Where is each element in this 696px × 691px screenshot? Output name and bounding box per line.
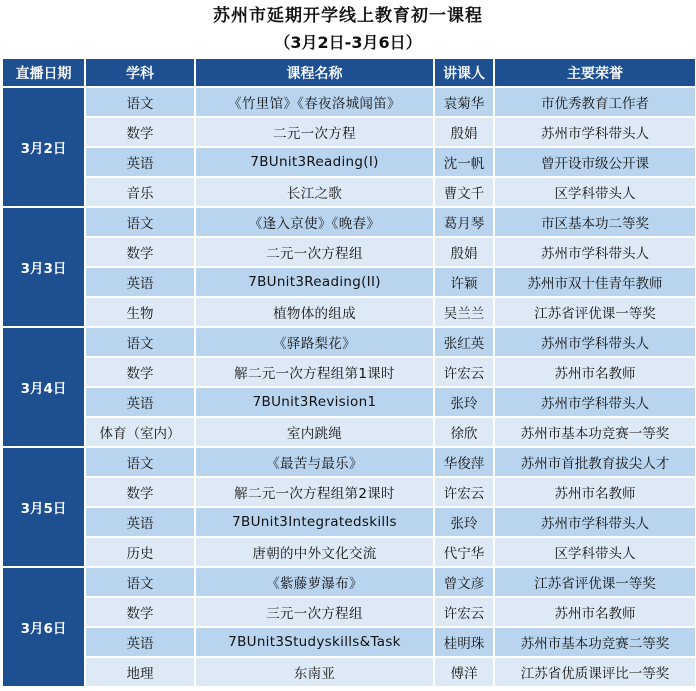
table-row xyxy=(2,567,696,597)
teacher-cell: 许颖 xyxy=(434,267,494,297)
page-subtitle: （3月2日-3月6日） xyxy=(274,33,422,52)
subject-cell: 数学 xyxy=(85,117,195,147)
course-cell: 《竹里馆》《春夜洛城闻笛》 xyxy=(195,87,434,117)
table-row xyxy=(2,657,696,687)
table-row xyxy=(2,417,696,447)
page-title: 苏州市延期开学线上教育初一课程 xyxy=(213,6,483,26)
course-cell: 7BUnit3Revision1 xyxy=(195,387,434,417)
subject-cell: 数学 xyxy=(85,357,195,387)
honor-cell: 苏州市首批教育拔尖人才 xyxy=(494,447,696,477)
schedule-body xyxy=(2,87,696,687)
subject-cell: 数学 xyxy=(85,237,195,267)
teacher-cell: 张玲 xyxy=(434,507,494,537)
subject-cell: 语文 xyxy=(85,327,195,357)
course-cell: 《驿路梨花》 xyxy=(195,327,434,357)
honor-cell: 苏州市学科带头人 xyxy=(494,387,696,417)
honor-cell: 江苏省评优课一等奖 xyxy=(494,297,696,327)
subject-cell: 英语 xyxy=(85,507,195,537)
honor-cell: 苏州市学科带头人 xyxy=(494,117,696,147)
course-cell: 三元一次方程组 xyxy=(195,597,434,627)
table-row xyxy=(2,387,696,417)
honor-cell: 苏州市双十佳青年教师 xyxy=(494,267,696,297)
subject-cell: 数学 xyxy=(85,597,195,627)
honor-cell: 江苏省优质课评比一等奖 xyxy=(494,657,696,687)
table-row xyxy=(2,477,696,507)
teacher-cell: 许宏云 xyxy=(434,477,494,507)
teacher-cell: 桂明珠 xyxy=(434,627,494,657)
teacher-cell: 殷娟 xyxy=(434,237,494,267)
course-cell: 7BUnit3Integratedskills xyxy=(195,507,434,537)
subject-cell: 生物 xyxy=(85,297,195,327)
table-row xyxy=(2,267,696,297)
teacher-cell: 曹文千 xyxy=(434,177,494,207)
table-row xyxy=(2,447,696,477)
teacher-cell: 殷娟 xyxy=(434,117,494,147)
table-row xyxy=(2,87,696,117)
header-date: 直播日期 xyxy=(2,58,85,87)
course-cell: 室内跳绳 xyxy=(195,417,434,447)
course-cell: 唐朝的中外文化交流 xyxy=(195,537,434,567)
header-honor: 主要荣誉 xyxy=(494,58,696,87)
honor-cell: 苏州市基本功竞赛一等奖 xyxy=(494,417,696,447)
table-row xyxy=(2,147,696,177)
course-cell: 解二元一次方程组第1课时 xyxy=(195,357,434,387)
course-cell: 东南亚 xyxy=(195,657,434,687)
subject-cell: 英语 xyxy=(85,147,195,177)
course-cell: 解二元一次方程组第2课时 xyxy=(195,477,434,507)
course-cell: 7BUnit3Reading(I) xyxy=(195,147,434,177)
teacher-cell: 袁菊华 xyxy=(434,87,494,117)
honor-cell: 江苏省评优课一等奖 xyxy=(494,567,696,597)
honor-cell: 苏州市基本功竞赛二等奖 xyxy=(494,627,696,657)
table-row xyxy=(2,207,696,237)
honor-cell: 区学科带头人 xyxy=(494,537,696,567)
honor-cell: 苏州市学科带头人 xyxy=(494,237,696,267)
subject-cell: 历史 xyxy=(85,537,195,567)
schedule-table xyxy=(1,57,696,688)
course-cell: 7BUnit3Reading(II) xyxy=(195,267,434,297)
table-row xyxy=(2,597,696,627)
table-row xyxy=(2,537,696,567)
subject-cell: 语文 xyxy=(85,87,195,117)
honor-cell: 市区基本功二等奖 xyxy=(494,207,696,237)
teacher-cell: 傅洋 xyxy=(434,657,494,687)
date-cell: 3月4日 xyxy=(2,327,85,447)
teacher-cell: 许宏云 xyxy=(434,597,494,627)
honor-cell: 苏州市名教师 xyxy=(494,357,696,387)
course-cell: 植物体的组成 xyxy=(195,297,434,327)
date-cell: 3月6日 xyxy=(2,567,85,687)
table-row xyxy=(2,507,696,537)
subject-cell: 数学 xyxy=(85,477,195,507)
table-row xyxy=(2,117,696,147)
table-row xyxy=(2,297,696,327)
header-teacher: 讲课人 xyxy=(434,58,494,87)
subject-cell: 语文 xyxy=(85,207,195,237)
subject-cell: 英语 xyxy=(85,387,195,417)
honor-cell: 苏州市名教师 xyxy=(494,597,696,627)
header-course: 课程名称 xyxy=(195,58,434,87)
course-cell: 《最苦与最乐》 xyxy=(195,447,434,477)
course-cell: 《逢入京使》《晚春》 xyxy=(195,207,434,237)
teacher-cell: 徐欣 xyxy=(434,417,494,447)
table-row xyxy=(2,627,696,657)
course-cell: 二元一次方程组 xyxy=(195,237,434,267)
course-cell: 7BUnit3Studyskills&Task xyxy=(195,627,434,657)
table-row xyxy=(2,237,696,267)
subject-cell: 英语 xyxy=(85,627,195,657)
honor-cell: 苏州市学科带头人 xyxy=(494,507,696,537)
course-cell: 《紫藤萝瀑布》 xyxy=(195,567,434,597)
subject-cell: 语文 xyxy=(85,447,195,477)
teacher-cell: 许宏云 xyxy=(434,357,494,387)
subject-cell: 语文 xyxy=(85,567,195,597)
teacher-cell: 沈一帆 xyxy=(434,147,494,177)
table-row xyxy=(2,327,696,357)
table-row xyxy=(2,177,696,207)
teacher-cell: 葛月琴 xyxy=(434,207,494,237)
honor-cell: 苏州市名教师 xyxy=(494,477,696,507)
honor-cell: 苏州市学科带头人 xyxy=(494,327,696,357)
course-cell: 二元一次方程 xyxy=(195,117,434,147)
teacher-cell: 华俊萍 xyxy=(434,447,494,477)
date-cell: 3月5日 xyxy=(2,447,85,567)
honor-cell: 区学科带头人 xyxy=(494,177,696,207)
teacher-cell: 代宁华 xyxy=(434,537,494,567)
date-cell: 3月2日 xyxy=(2,87,85,207)
course-cell: 长江之歌 xyxy=(195,177,434,207)
honor-cell: 市优秀教育工作者 xyxy=(494,87,696,117)
subject-cell: 音乐 xyxy=(85,177,195,207)
teacher-cell: 吴兰兰 xyxy=(434,297,494,327)
header-subject: 学科 xyxy=(85,58,195,87)
honor-cell: 曾开设市级公开课 xyxy=(494,147,696,177)
header-row xyxy=(2,58,696,87)
teacher-cell: 张玲 xyxy=(434,387,494,417)
teacher-cell: 张红英 xyxy=(434,327,494,357)
table-row xyxy=(2,357,696,387)
subject-cell: 英语 xyxy=(85,267,195,297)
teacher-cell: 曾文彦 xyxy=(434,567,494,597)
subject-cell: 地理 xyxy=(85,657,195,687)
subject-cell: 体育（室内） xyxy=(85,417,195,447)
date-cell: 3月3日 xyxy=(2,207,85,327)
